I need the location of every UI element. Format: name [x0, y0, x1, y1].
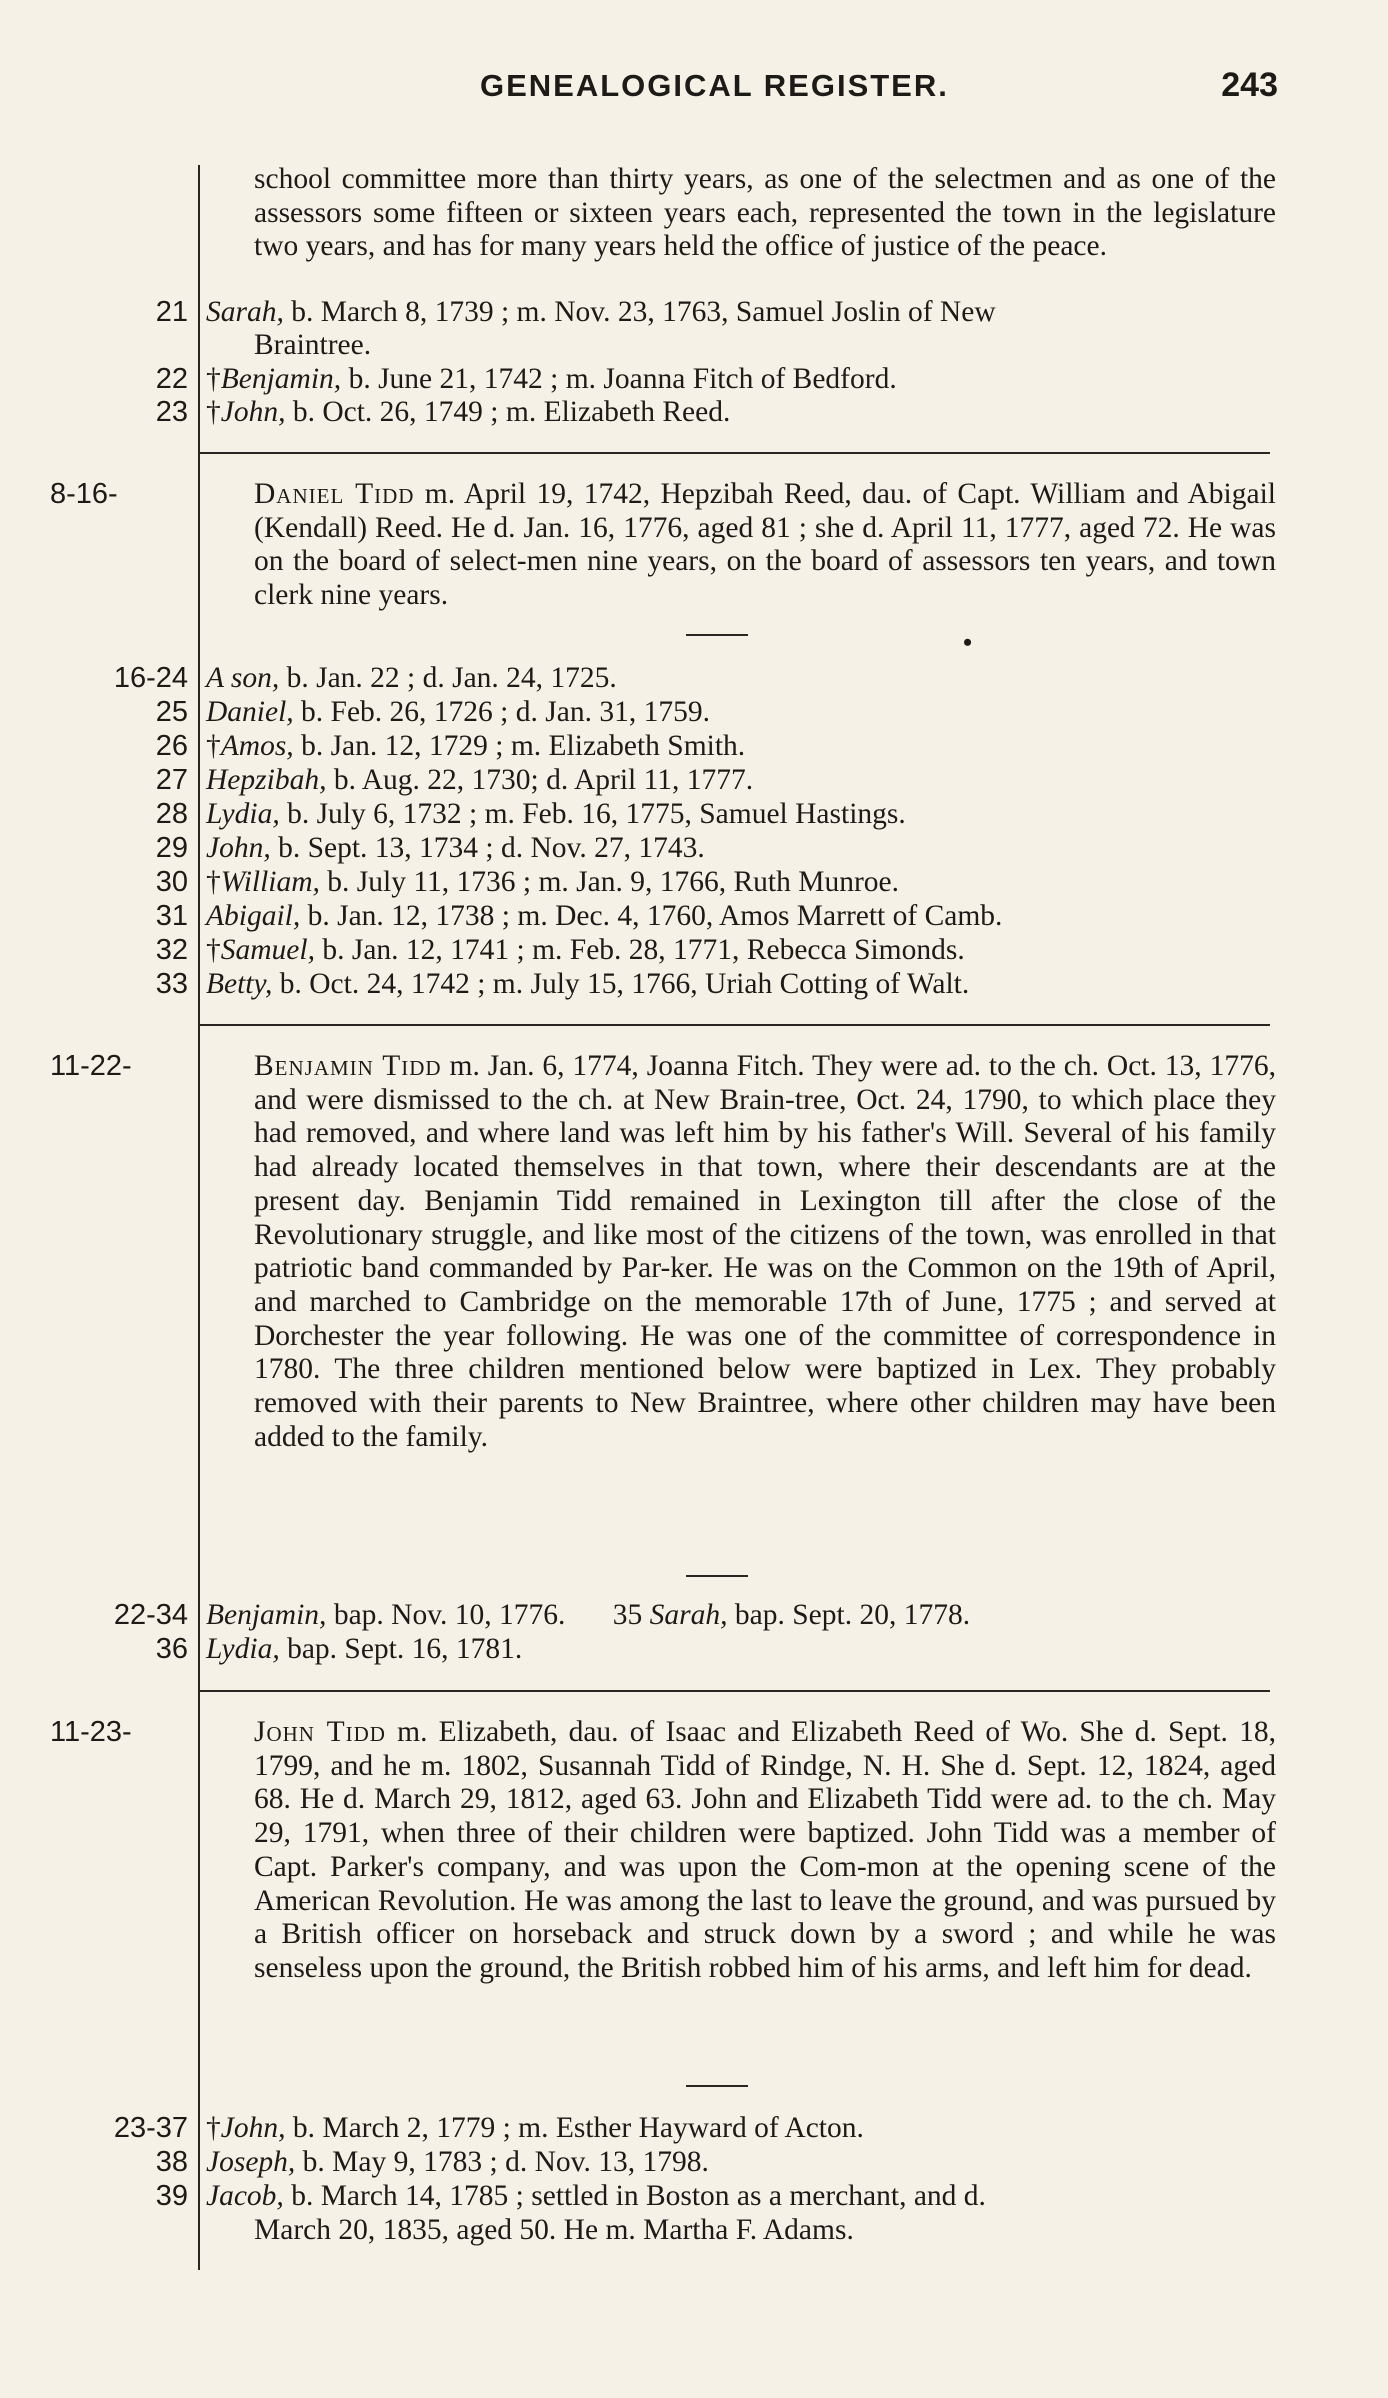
child-entry: [206, 798, 1276, 831]
child-entry: [206, 730, 1276, 763]
section-divider: [198, 1024, 1270, 1026]
child-details: bap. Nov. 10, 1776.: [326, 1599, 566, 1631]
entry-number: 36: [155, 1633, 188, 1665]
biography-paragraph: [206, 1050, 1276, 1454]
running-header: [470, 62, 1278, 112]
child-name: Lydia,: [206, 798, 280, 830]
child-name: Amos,: [220, 730, 294, 762]
entry-number: 32: [155, 934, 188, 966]
intro-text: school committee more than thirty years, as one of the selectmen and as one of the assessors some fifteen or sixteen years each, represented the town in the legislature two years, and has for many years held the office of justice of the peace.: [254, 163, 1276, 263]
dagger-mark: †: [206, 730, 221, 762]
child-name: Joseph,: [206, 2146, 296, 2178]
child-details: b. Sept. 13, 1734 ; d. Nov. 27, 1743.: [270, 832, 705, 864]
dagger-mark: †: [206, 396, 221, 428]
child-name: Jacob,: [206, 2180, 284, 2212]
child-name: A son,: [206, 662, 280, 694]
biography-paragraph: [206, 478, 1276, 613]
child-details: b. Jan. 12, 1729 ; m. Elizabeth Smith.: [293, 730, 746, 762]
entry-id: 8-16-: [50, 478, 118, 510]
biography-text: m. Elizabeth, dau. of Isaac and Elizabeth Reed of Wo. She d. Sept. 18, 1799, and he m. 1802, Susannah Tidd of Rindge, N. H. She d. Sept. 12, 1824, aged 68. He d. March 29, 1812, aged 63. John and Elizabeth Tidd were ad. to the ch. May 29, 1791, when three of their children were baptized. John Tidd was a member of Capt. Parker's company, and was upon the Com-mon at the opening scene of the American Revolution. He was among the last to leave the ground, and was pursued by a British officer on horseback and struck down by a sword ; and while he was senseless upon the ground, the British robbed him of his arms, and left him for dead.: [254, 1716, 1276, 1984]
child-entry: [206, 396, 1276, 429]
child-details: b. June 21, 1742 ; m. Joanna Fitch of Bedford.: [341, 363, 897, 395]
short-rule: [686, 634, 748, 636]
person-name: Daniel Tidd: [254, 478, 415, 510]
child-details: b. May 9, 1783 ; d. Nov. 13, 1798.: [295, 2146, 709, 2178]
child-details: bap. Sept. 16, 1781.: [279, 1633, 523, 1665]
child-name: Sarah,: [649, 1599, 728, 1631]
ornament-dot: •: [963, 628, 973, 657]
child-name: William,: [220, 866, 320, 898]
entry-number: 28: [155, 798, 188, 830]
entry-number: 21: [155, 296, 188, 328]
entry-number: 26: [155, 730, 188, 762]
child-name: Samuel,: [220, 934, 315, 966]
child-name: Lydia,: [206, 1633, 280, 1665]
child-name: John,: [220, 2112, 286, 2144]
entry-id: 11-23-: [50, 1716, 132, 1748]
biography-text: m. April 19, 1742, Hepzibah Reed, dau. of Capt. William and Abigail (Kendall) Reed. He d. Jan. 16, 1776, aged 81 ; she d. April 11, 1777, aged 72. He was on the board of select-men nine years, on the board of assessors ten years, and town clerk nine years.: [254, 478, 1276, 612]
child-entry: [206, 1633, 1276, 1666]
biography-paragraph: [206, 1716, 1276, 1986]
child-entry-cont: Braintree.: [254, 329, 372, 361]
child-entry: [206, 662, 1276, 695]
person-name: Benjamin Tidd: [254, 1050, 442, 1082]
entry-number: 33: [155, 968, 188, 1000]
child-details: b. July 6, 1732 ; m. Feb. 16, 1775, Samuel Hastings.: [279, 798, 906, 830]
child-details: b. Aug. 22, 1730; d. April 11, 1777.: [326, 764, 754, 796]
child-entry: [206, 934, 1276, 967]
person-name: John Tidd: [254, 1716, 386, 1748]
child-entry: [206, 764, 1276, 797]
child-entry-cont: March 20, 1835, aged 50. He m. Martha F. Adams.: [254, 2214, 854, 2246]
entry-number: 16-24: [113, 662, 188, 694]
section-divider: [198, 452, 1270, 454]
child-name: Benjamin,: [206, 1599, 327, 1631]
entry-id: 11-22-: [50, 1050, 132, 1082]
child-details: bap. Sept. 20, 1778.: [727, 1599, 971, 1631]
entry-number: 23: [155, 396, 188, 428]
child-details: b. Oct. 26, 1749 ; m. Elizabeth Reed.: [285, 396, 731, 428]
child-entry: [206, 296, 1276, 329]
short-rule: [686, 1575, 748, 1577]
entry-number: 22-34: [113, 1599, 188, 1631]
child-name: Betty,: [206, 968, 273, 1000]
dagger-mark: †: [206, 363, 221, 395]
entry-number-inline: 35: [612, 1599, 643, 1631]
child-name: Benjamin,: [220, 363, 342, 395]
child-details: b. Jan. 22 ; d. Jan. 24, 1725.: [279, 662, 617, 694]
child-details: b. Jan. 12, 1741 ; m. Feb. 28, 1771, Rebecca Simonds.: [314, 934, 965, 966]
child-entry: [206, 696, 1276, 729]
child-name: John,: [220, 396, 286, 428]
entry-number: 27: [155, 764, 188, 796]
child-name: Daniel,: [206, 696, 294, 728]
child-entry: [206, 832, 1276, 865]
child-details: b. March 2, 1779 ; m. Esther Hayward of Acton.: [285, 2112, 864, 2144]
entry-number: 38: [155, 2146, 188, 2178]
entry-number: 39: [155, 2180, 188, 2212]
child-entry: [206, 363, 1276, 396]
child-details: b. March 8, 1739 ; m. Nov. 23, 1763, Samuel Joslin of New: [283, 296, 996, 328]
child-details: b. July 11, 1736 ; m. Jan. 9, 1766, Ruth Munroe.: [319, 866, 899, 898]
running-title: GENEALOGICAL REGISTER.: [480, 68, 949, 103]
dagger-mark: †: [206, 934, 221, 966]
child-name: John,: [206, 832, 271, 864]
child-details: b. Oct. 24, 1742 ; m. July 15, 1766, Uriah Cotting of Walt.: [272, 968, 970, 1000]
entry-number: 30: [155, 866, 188, 898]
child-entry: [206, 2180, 1276, 2213]
entry-number: 23-37: [113, 2112, 188, 2144]
child-entry: [206, 900, 1276, 933]
child-entry: [206, 866, 1276, 899]
short-rule: [686, 2085, 748, 2087]
child-entry: [206, 1599, 1276, 1632]
entry-number: 31: [155, 900, 188, 932]
child-details: b. March 14, 1785 ; settled in Boston as a merchant, and d.: [283, 2180, 986, 2212]
section-divider: [198, 1690, 1270, 1692]
entry-number: 29: [155, 832, 188, 864]
child-entry: [206, 2112, 1276, 2145]
entry-number: 22: [155, 363, 188, 395]
child-name: Abigail,: [206, 900, 301, 932]
child-name: Sarah,: [206, 296, 284, 328]
child-entry: [206, 968, 1276, 1001]
intro-paragraph: [206, 163, 1276, 264]
page-number: 243: [1221, 66, 1278, 104]
biography-text: m. Jan. 6, 1774, Joanna Fitch. They were ad. to the ch. Oct. 13, 1776, and were dismissed to the ch. at New Brain-tree, Oct. 24, 1790, to which place they had removed, and where land was left him by his father's Will. Several of his family had already located themselves in that town, where their descendants are at the present day. Benjamin Tidd remained in Lexington till after the close of the Revolutionary struggle, and like most of the citizens of the town, was enrolled in that patriotic band commanded by Par-ker. He was on the Common on the 19th of April, and marched to Cambridge on the memorable 17th of June, 1775 ; and served at Dorchester the year following. He was one of the committee of correspondence in 1780. The three children mentioned below were baptized in Lex. They probably removed with their parents to New Braintree, where other children may have been added to the family.: [254, 1050, 1276, 1453]
child-entry: [206, 2146, 1276, 2179]
child-name: Hepzibah,: [206, 764, 327, 796]
dagger-mark: †: [206, 2112, 221, 2144]
dagger-mark: †: [206, 866, 221, 898]
child-details: b. Jan. 12, 1738 ; m. Dec. 4, 1760, Amos Marrett of Camb.: [300, 900, 1003, 932]
child-details: b. Feb. 26, 1726 ; d. Jan. 31, 1759.: [293, 696, 710, 728]
entry-number: 25: [155, 696, 188, 728]
